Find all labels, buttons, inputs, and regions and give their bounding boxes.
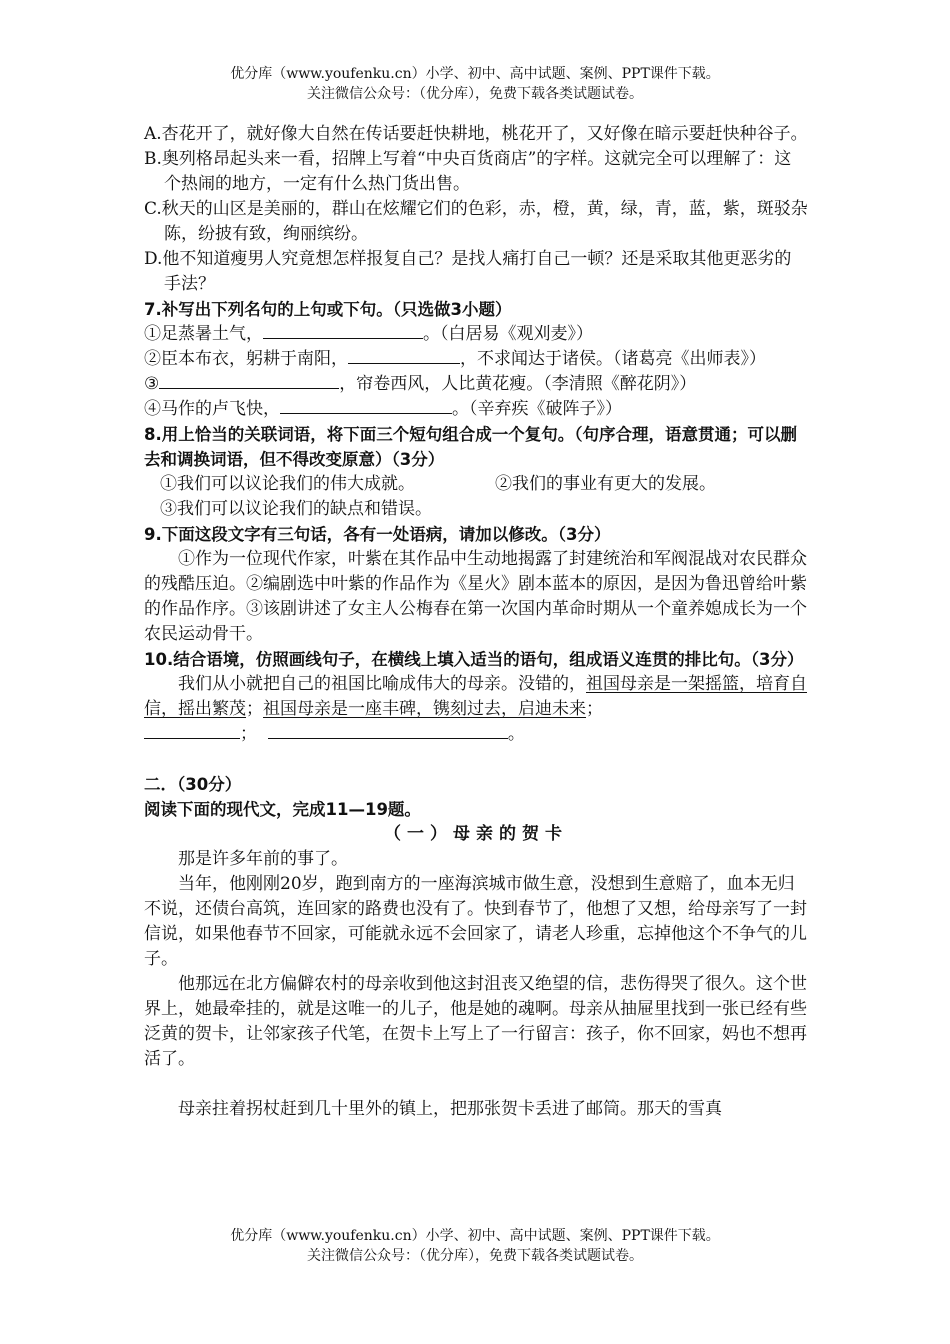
footer-line-2: 关注微信公众号：（优分库），免费下载各类试题试卷。 xyxy=(307,1248,643,1264)
document-body xyxy=(144,122,808,1122)
question-9-title: 9.下面这段文字有三句话，各有一处语病，请加以修改。（3分） xyxy=(144,525,611,544)
question-8-title: 8.用上恰当的关联词语，将下面三个短句组合成一个复句。（句序合理，语意贯通；可以删去和调换词语，但不得改变原意）（3分） xyxy=(144,425,797,469)
page-header xyxy=(0,64,950,104)
option-c: C.秋天的山区是美丽的，群山在炫耀它们的色彩，赤，橙，黄，绿，青，蓝，紫，斑驳杂陈，纷披有致，绚丽缤纷。 xyxy=(144,199,808,244)
q10-passage: 我们从小就把自己的祖国比喻成伟大的母亲。没错的，祖国母亲是一架摇篮，培育自信，摇出繁茂；祖国母亲是一座丰碑，镌刻过去，启迪未来； xyxy=(144,674,807,719)
question-10-title: 10.结合语境，仿照画线句子，在横线上填入适当的语句，组成语义连贯的排比句。（3分） xyxy=(144,650,804,669)
section-2-heading: 二．（30分） xyxy=(144,775,242,794)
page-footer xyxy=(0,1226,950,1266)
q7-line-1: ①足蒸暑土气， 。（白居易《观刈麦》） xyxy=(144,324,593,344)
q8-sentence-2: ②我们的事业有更大的发展。 xyxy=(495,474,716,494)
header-line-1: 优分库（www.youfenku.cn）小学、初中、高中试题、案例、PPT课件下载。 xyxy=(230,66,720,82)
answer-blank xyxy=(159,372,339,389)
header-line-2: 关注微信公众号：（优分库），免费下载各类试题试卷。 xyxy=(307,86,643,102)
passage-title: （一）母亲的贺卡 xyxy=(384,824,568,844)
q9-passage: ①作为一位现代作家，叶紫在其作品中生动地揭露了封建统治和军阀混战对农民群众的残酷压迫。②编剧选中叶紫的作品作为《星火》剧本蓝本的原因，是因为鲁迅曾给叶紫的作品作序。③该剧讲述了女主人公梅春在第一次国内革命时期从一个童养媳成长为一个农民运动骨干。 xyxy=(144,549,807,644)
q10-answer-line: ； 。 xyxy=(144,722,808,747)
q8-sentence-3: ③我们可以议论我们的缺点和错误。 xyxy=(160,499,432,519)
option-a: A.杏花开了，就好像大自然在传话要赶快耕地，桃花开了，又好像在暗示要赶快种谷子。 xyxy=(144,124,808,144)
footer-line-1: 优分库（www.youfenku.cn）小学、初中、高中试题、案例、PPT课件下载。 xyxy=(230,1228,720,1244)
q8-sentence-1: ①我们可以议论我们的伟大成就。 xyxy=(160,474,415,494)
passage-paragraph-4: 母亲拄着拐杖赶到几十里外的镇上，把那张贺卡丢进了邮筒。那天的雪真 xyxy=(178,1099,722,1119)
q7-line-4: ④马作的卢飞快， 。（辛弃疾《破阵子》） xyxy=(144,399,622,419)
answer-blank xyxy=(144,722,240,739)
answer-blank xyxy=(280,397,452,414)
underlined-sentence-2: 祖国母亲是一座丰碑，镌刻过去，启迪未来 xyxy=(263,699,586,719)
answer-blank xyxy=(268,722,508,739)
option-b: B.奥列格昂起头来一看，招牌上写着“中央百货商店”的字样。这就完全可以理解了：这个热闹的地方，一定有什么热门货出售。 xyxy=(144,149,792,194)
question-7-title: 7.补写出下列名句的上句或下句。（只选做3小题） xyxy=(144,300,512,319)
answer-blank xyxy=(263,322,423,339)
underlined-sentence-1: 祖国母亲是一架摇篮，培育自信，摇出繁茂 xyxy=(144,674,807,719)
passage-paragraph-1: 那是许多年前的事了。 xyxy=(178,849,348,869)
answer-blank xyxy=(348,347,460,364)
option-d: D.他不知道瘦男人究竟想怎样报复自己？是找人痛打自己一顿？还是采取其他更恶劣的手法？ xyxy=(144,249,792,294)
q8-sentences-row-1 xyxy=(144,472,808,497)
passage-paragraph-3: 他那远在北方偏僻农村的母亲收到他这封沮丧又绝望的信，悲伤得哭了很久。这个世界上，她最牵挂的，就是这唯一的儿子，他是她的魂啊。母亲从抽屉里找到一张已经有些泛黄的贺卡，让邻家孩子代笔，在贺卡上写上了一行留言：孩子，你不回家，妈也不想再活了。 xyxy=(144,974,807,1069)
passage-paragraph-2: 当年，他刚刚20岁，跑到南方的一座海滨城市做生意，没想到生意赔了，血本无归不说，还债台高筑，连回家的路费也没有了。快到春节了，他想了又想，给母亲写了一封信说，如果他春节不回家，可能就永远不会回家了，请老人珍重，忘掉他这个不争气的儿子。 xyxy=(144,874,807,969)
section-2-instruction: 阅读下面的现代文，完成11—19题。 xyxy=(144,800,421,819)
q7-line-2: ②臣本布衣，躬耕于南阳， ，不求闻达于诸侯。（诸葛亮《出师表》） xyxy=(144,349,766,369)
q7-line-3: ③ ，帘卷西风，人比黄花瘦。（李清照《醉花阴》） xyxy=(144,374,697,394)
